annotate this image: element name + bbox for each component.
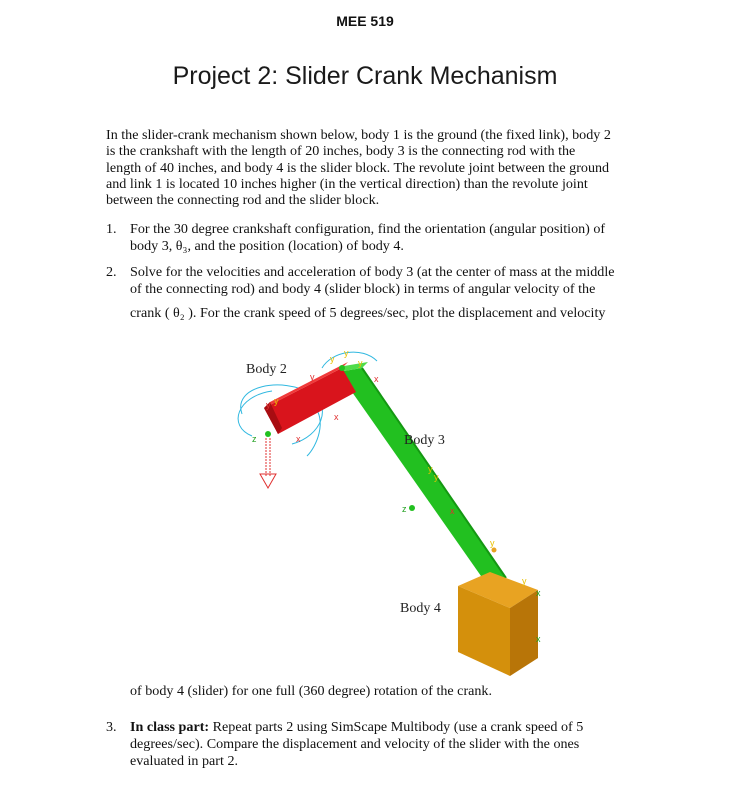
axis-label: y — [358, 358, 363, 368]
intro-line: between the connecting rod and the slider block. — [106, 192, 380, 209]
axis-label: y — [330, 354, 335, 364]
axis-label: x — [334, 412, 339, 422]
intro-line: In the slider-crank mechanism shown below, body 1 is the ground (the fixed link), body 2 — [106, 127, 611, 143]
joint-marker — [492, 548, 497, 553]
axis-label: y — [428, 464, 433, 474]
axis-label: z — [252, 434, 257, 444]
axis-label: y — [266, 400, 271, 410]
list-line: For the 30 degree crankshaft configuration, find the orientation (angular position) of — [130, 221, 606, 237]
list-number: 2. — [106, 264, 117, 280]
label-body-3: Body 3 — [404, 433, 445, 448]
joint-marker — [265, 431, 271, 437]
axis-label: y — [490, 538, 495, 548]
intro-line: is the crankshaft with the length of 20 inches, body 3 is the connecting rod with the — [106, 143, 576, 160]
axis-label: y — [310, 372, 315, 382]
list-line: Repeat parts 2 using SimScape Multibody (use a crank speed of 5 — [209, 719, 584, 735]
list-line: of the connecting rod) and body 4 (slider block) in terms of angular velocity of the — [130, 280, 596, 297]
force-arrowhead — [260, 474, 276, 488]
intro-line: length of 40 inches, and body 4 is the slider block. The revolute joint between the ground — [106, 159, 610, 176]
mechanism-diagram — [222, 346, 562, 676]
list-text — [130, 719, 660, 769]
axis-label: x — [296, 434, 301, 444]
label-body-4: Body 4 — [400, 601, 441, 616]
joint-marker — [409, 505, 415, 511]
axis-label: x — [450, 506, 455, 516]
connecting-rod — [338, 368, 506, 586]
list-line: Solve for the velocities and acceleration of body 3 (at the center of mass at the middle — [130, 264, 615, 280]
list-line: degrees/sec). Compare the displacement and velocity of the slider with the ones — [130, 735, 580, 752]
joint-marker — [339, 365, 345, 371]
list-item-2-continuation: of body 4 (slider) for one full (360 degree) rotation of the crank. — [130, 683, 493, 699]
intro-paragraph — [106, 127, 654, 208]
course-code: MEE 519 — [336, 13, 394, 29]
list-line: body 3, θ₃, and the position (location) of body 4. — [130, 237, 404, 254]
list-line: evaluated in part 2. — [130, 752, 239, 769]
label-body-2: Body 2 — [246, 362, 287, 377]
axis-label: y — [522, 576, 527, 586]
axis-label: y — [434, 472, 439, 482]
axis-label: z — [402, 504, 407, 514]
list-number: 1. — [106, 221, 117, 237]
intro-line: and link 1 is located 10 inches higher (in the vertical direction) than the revolute joint — [106, 175, 588, 192]
list-text — [130, 264, 660, 321]
list-bold-prefix: In class part: — [130, 719, 210, 735]
axis-label: y — [344, 348, 349, 358]
axis-label: x — [536, 588, 541, 598]
axis-label: y — [274, 396, 279, 406]
list-line: crank ( θ₂ ). For the crank speed of 5 degrees/sec, plot the displacement and velocity — [130, 304, 606, 321]
axis-label: x — [536, 634, 541, 644]
axis-label: x — [374, 374, 379, 384]
list-text — [130, 221, 660, 255]
list-number: 3. — [106, 719, 117, 735]
page-title: Project 2: Slider Crank Mechanism — [172, 62, 558, 90]
slider-crank-figure — [222, 346, 562, 676]
